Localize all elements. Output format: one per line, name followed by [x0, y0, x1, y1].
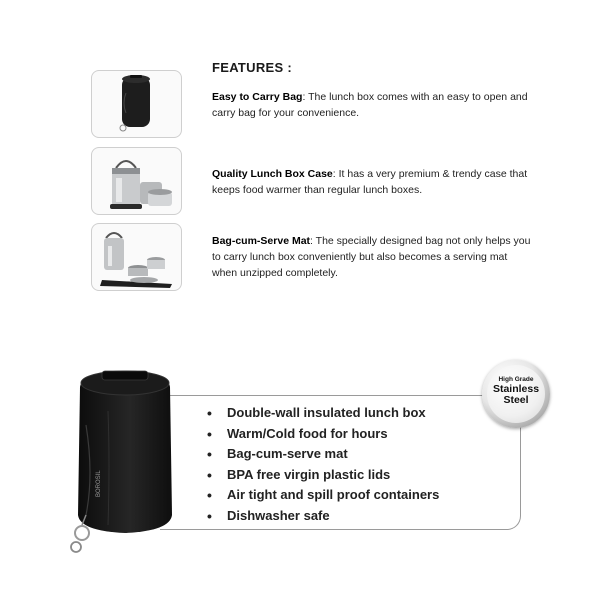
feature-easy-carry-bag	[212, 89, 532, 121]
highlight-item: • Air tight and spill proof containers	[207, 485, 439, 506]
feature-title: Quality Lunch Box Case	[212, 168, 333, 180]
badge-title-line2: Steel	[503, 394, 529, 406]
feature-text: : It has a very premium & trendy case that keeps food warmer than regular lunch boxes.	[212, 168, 528, 196]
product-bag-image	[60, 365, 190, 565]
highlight-item: • Warm/Cold food for hours	[207, 424, 439, 445]
badge-title-line1: Stainless	[492, 383, 540, 395]
highlight-item: • Bag-cum-serve mat	[207, 444, 439, 465]
badge-title	[482, 384, 550, 406]
highlights-list	[207, 403, 439, 527]
feature-text: : The lunch box comes with an easy to open and carry bag for your convenience.	[212, 91, 528, 119]
feature-title: Bag-cum-Serve Mat	[212, 235, 311, 247]
features-heading: FEATURES :	[212, 60, 293, 75]
brand-label: BOROSIL	[96, 470, 102, 497]
feature-title: Easy to Carry Bag	[212, 91, 303, 103]
feature-text: : The specially designed bag not only helps you to carry lunch box conveniently but also becomes a serving mat when unzipped completely.	[212, 235, 531, 279]
highlight-item: • BPA free virgin plastic lids	[207, 465, 439, 486]
feature-serve-mat	[212, 233, 532, 281]
highlight-item: • Double-wall insulated lunch box	[207, 403, 439, 424]
badge-subtitle: High Grade	[498, 376, 534, 383]
feature-quality-case	[212, 166, 532, 198]
carry-bag-thumbnail	[91, 70, 182, 138]
stainless-steel-badge	[482, 360, 550, 428]
serve-mat-thumbnail	[91, 223, 182, 291]
highlight-item: • Dishwasher safe	[207, 506, 439, 527]
lunch-box-case-thumbnail	[91, 147, 182, 215]
